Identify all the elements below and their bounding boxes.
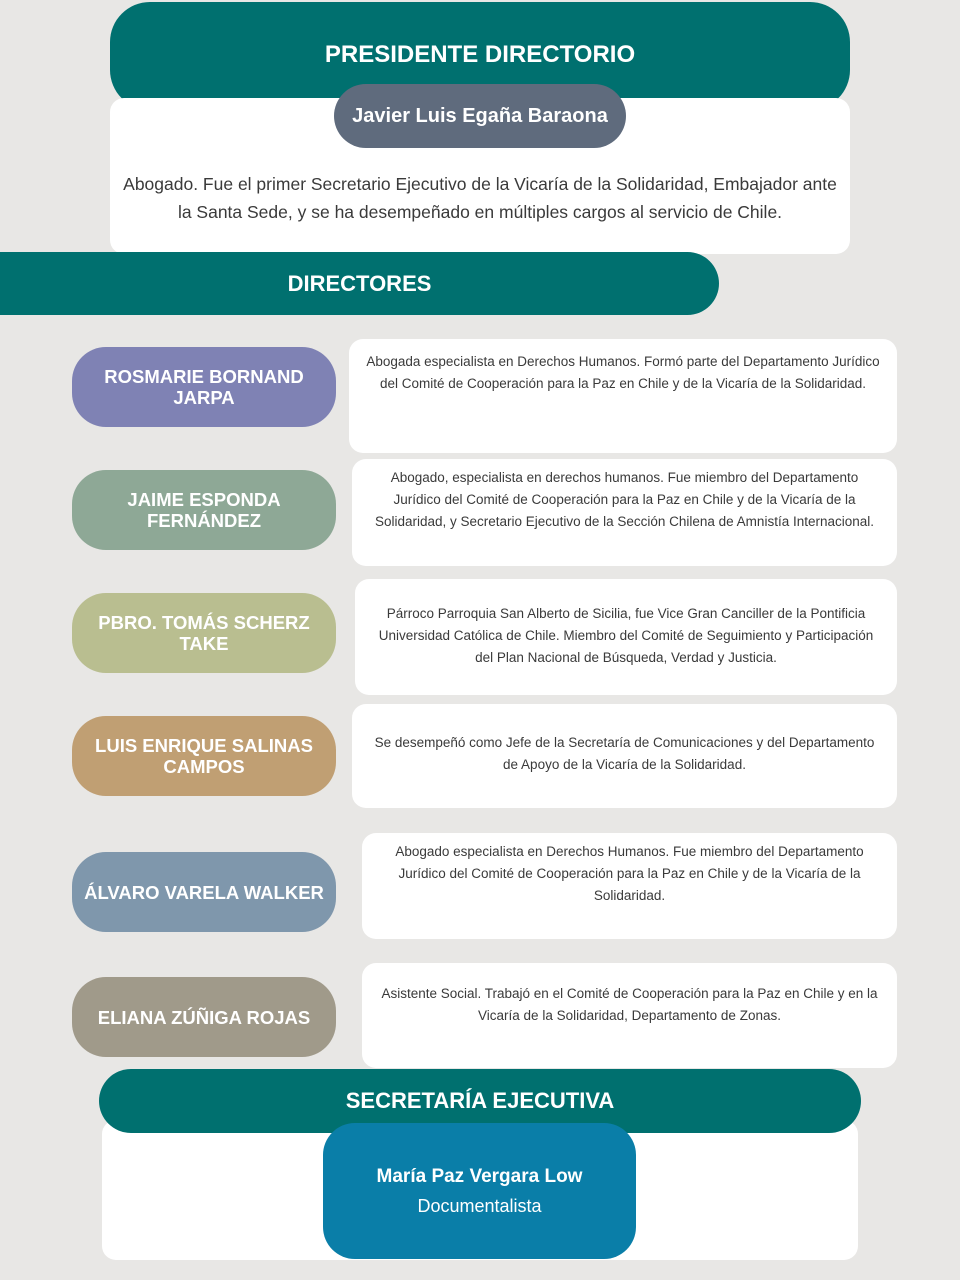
- director-bio-card: [349, 339, 897, 453]
- director-name: ÁLVARO VARELA WALKER: [84, 881, 324, 903]
- secretariat-person-role: Documentalista: [417, 1195, 542, 1216]
- president-bio: Abogado. Fue el primer Secretario Ejecutivo de la Vicaría de la Solidaridad, Embajador ante la Santa Sede, y se ha desempeñado en múltiples cargos al servicio de Chile.: [123, 174, 837, 222]
- director-name-badge: [72, 593, 336, 673]
- director-name: LUIS ENRIQUE SALINAS CAMPOS: [95, 735, 313, 777]
- director-name: ROSMARIE BORNAND JARPA: [104, 366, 304, 408]
- director-name: ELIANA ZÚÑIGA ROJAS: [97, 1006, 311, 1028]
- secretariat-section-title: SECRETARÍA EJECUTIVA: [345, 1088, 615, 1113]
- secretariat-person-name: María Paz Vergara Low: [376, 1165, 583, 1187]
- president-name-badge: [334, 84, 626, 148]
- president-name: Javier Luis Egaña Baraona: [352, 104, 608, 127]
- director-name: JAIME ESPONDA FERNÁNDEZ: [127, 489, 281, 531]
- director-bio: Se desempeñó como Jefe de la Secretaría de Comunicaciones y del Departamento de Apoyo de la Vicaría de la Solidaridad.: [374, 735, 875, 772]
- director-bio: Asistente Social. Trabajó en el Comité de Cooperación para la Paz en Chile y en la Vicaría de la Solidaridad, Departamento de Zonas.: [381, 986, 878, 1023]
- director-bio-card: [362, 963, 897, 1068]
- director-bio-card: [355, 579, 897, 695]
- secretariat-person-badge: [323, 1123, 636, 1259]
- director-bio: Abogada especialista en Derechos Humanos. Formó parte del Departamento Jurídico del Comité de Cooperación para la Paz en Chile y de la Vicaría de la Solidaridad.: [366, 354, 880, 391]
- director-bio-card: [352, 704, 897, 808]
- director-bio-card: [362, 833, 897, 939]
- director-name-badge: [72, 977, 336, 1057]
- director-bio: Abogado, especialista en derechos humanos. Fue miembro del Departamento Jurídico del Comité de Cooperación para la Paz en Chile y de la Vicaría de la Solidaridad, y Secretario Ejecutivo de la Sección Chilena de Amnistía Internacional.: [374, 470, 875, 529]
- director-bio: Abogado especialista en Derechos Humanos. Fue miembro del Departamento Jurídico del Comité de Cooperación para la Paz en Chile y de la Vicaría de la Solidaridad.: [395, 844, 864, 903]
- director-name-badge: [72, 852, 336, 932]
- director-name: PBRO. TOMÁS SCHERZ TAKE: [98, 612, 310, 654]
- director-bio: Párroco Parroquia San Alberto de Sicilia, fue Vice Gran Canciller de la Pontificia Universidad Católica de Chile. Miembro del Comité de Seguimiento y Participación del Plan Nacional de Búsqueda, Verdad y Justicia.: [378, 606, 874, 665]
- director-name-badge: [72, 347, 336, 427]
- director-bio-card: [352, 459, 897, 566]
- directors-section-title: DIRECTORES: [287, 270, 432, 296]
- director-name-badge: [72, 470, 336, 550]
- directors-section-header: [0, 252, 719, 315]
- director-name-badge: [72, 716, 336, 796]
- president-section-title: PRESIDENTE DIRECTORIO: [324, 41, 636, 68]
